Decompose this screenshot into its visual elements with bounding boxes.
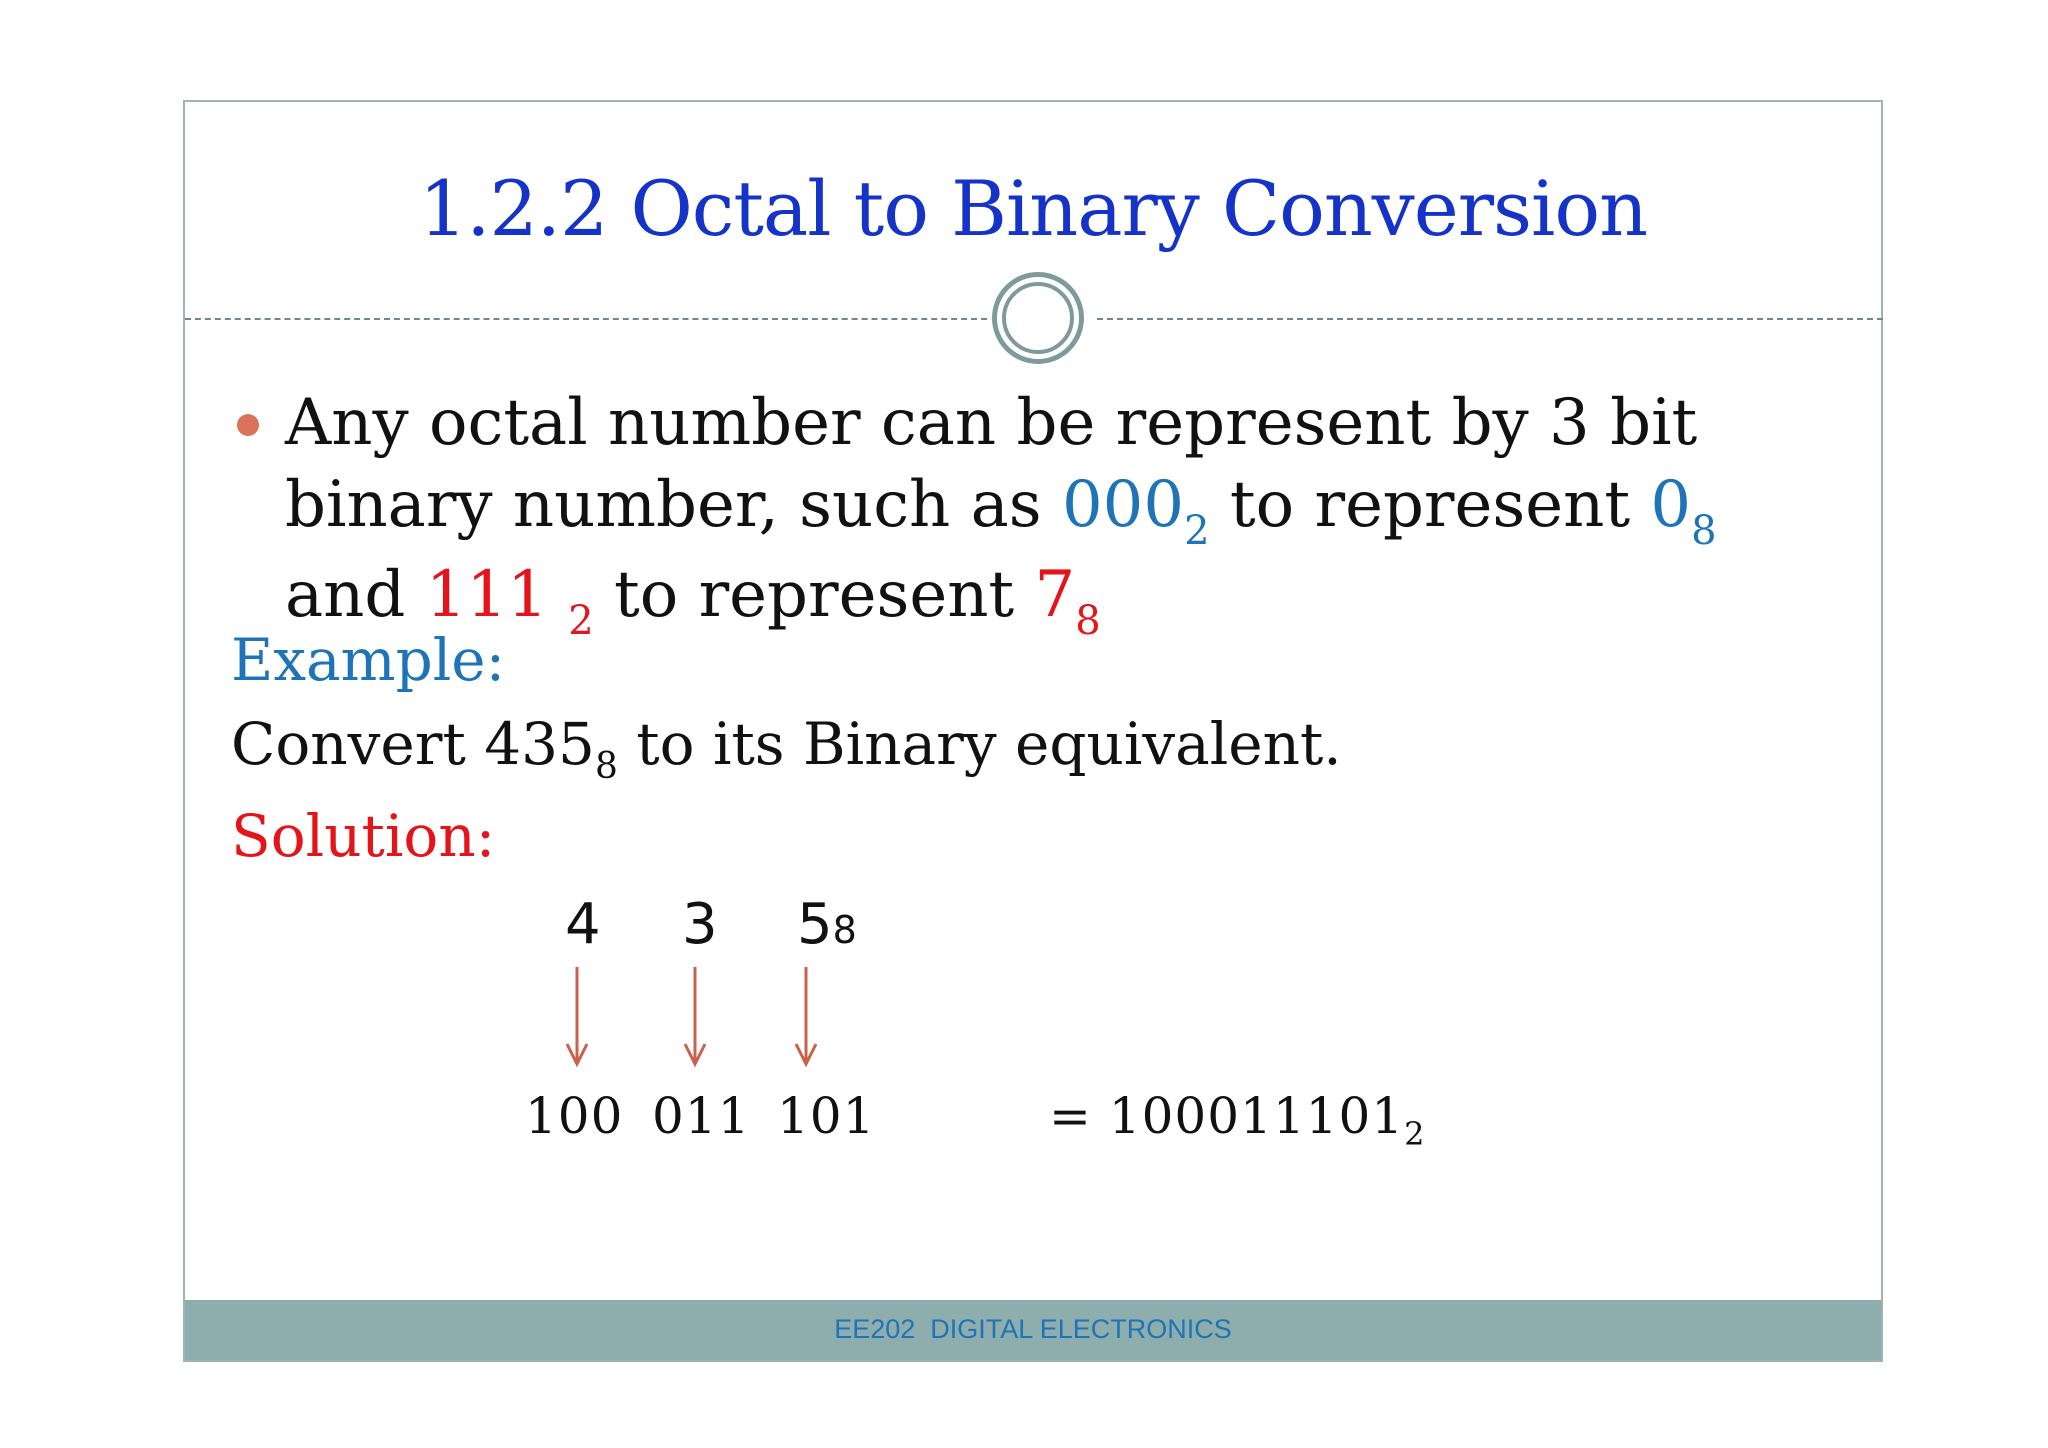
bullet-part1: Any octal number can be represent by 3 bit binary number, such as	[285, 386, 1698, 542]
convert-number-base: 8	[594, 746, 618, 787]
binary-000: 000	[1061, 468, 1185, 542]
convert-suffix: to its Binary equivalent.	[617, 710, 1342, 778]
convert-number: 435	[484, 710, 595, 778]
footer-bar	[185, 1300, 1881, 1360]
convert-prefix: Convert	[231, 710, 485, 778]
octal-7-base: 8	[1075, 598, 1101, 644]
bullet-part4: to represent	[593, 558, 1035, 632]
octal-digit-3: 3	[682, 892, 718, 957]
binary-result-base: 2	[1404, 1115, 1426, 1153]
binary-group-011: 011	[652, 1087, 751, 1145]
slide	[183, 100, 1883, 1362]
footer-text: EE202 DIGITAL ELECTRONICS	[834, 1314, 1232, 1344]
octal-0: 0	[1650, 468, 1692, 542]
binary-111-base: 2	[568, 598, 594, 644]
binary-group-100: 100	[525, 1087, 624, 1145]
octal-7: 7	[1034, 558, 1076, 632]
bullet-part2: to represent	[1209, 468, 1651, 542]
octal-digits-base: 8	[832, 908, 857, 952]
bullet-part3: and	[285, 558, 426, 632]
solution-label: Solution:	[231, 802, 496, 870]
octal-0-base: 8	[1691, 508, 1717, 554]
binary-result	[1049, 1087, 1426, 1153]
binary-group-101: 101	[777, 1087, 876, 1145]
example-label: Example:	[231, 626, 506, 694]
conversion-arrows	[185, 102, 1885, 1364]
slide-title: 1.2.2 Octal to Binary Conversion	[418, 164, 1648, 253]
binary-000-base: 2	[1184, 508, 1210, 554]
binary-result-value: = 100011101	[1049, 1087, 1405, 1145]
octal-digit-4: 4	[565, 892, 601, 957]
octal-digit-5: 5	[797, 892, 833, 957]
binary-111: 111	[425, 558, 569, 632]
